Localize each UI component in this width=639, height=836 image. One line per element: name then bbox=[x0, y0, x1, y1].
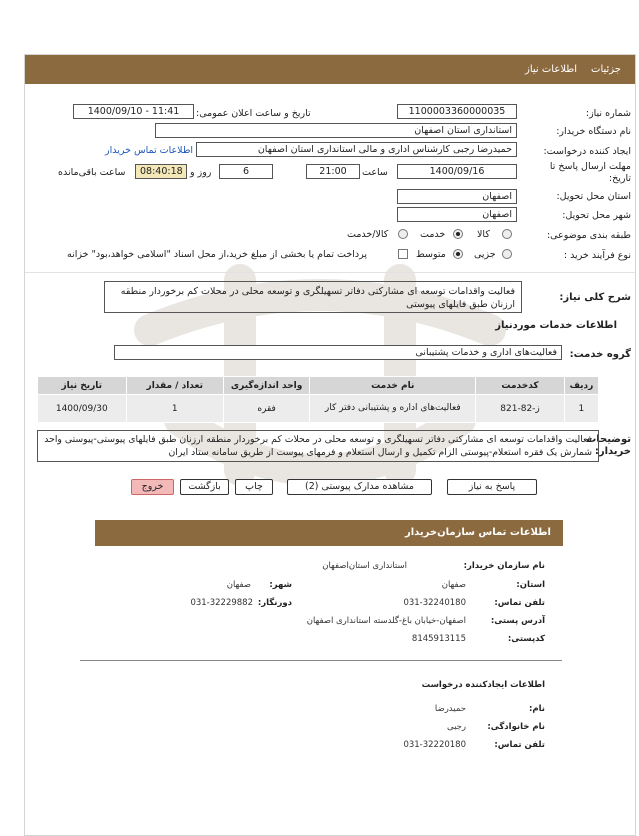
contact-section-title: اطلاعات تماس سازمان‌خریدار bbox=[95, 520, 563, 546]
days-label: روز و bbox=[190, 167, 212, 178]
contact-org-label: نام سازمان خریدار: bbox=[463, 561, 545, 571]
creator-name-value: حمیدرضا bbox=[434, 704, 466, 714]
creator-family-label: نام خانوادگی: bbox=[487, 722, 545, 732]
contact-province-value: صفهان bbox=[441, 580, 466, 590]
summary-label: شرح کلی نیاز: bbox=[559, 292, 631, 303]
col-name: نام خدمت bbox=[310, 377, 476, 395]
tab-details[interactable]: جزئیات bbox=[591, 64, 621, 75]
divider bbox=[25, 272, 635, 273]
contact-phone-label: تلفن تماس: bbox=[494, 598, 545, 608]
col-unit: واحد اندازه‌گیری bbox=[223, 377, 309, 395]
deadline-time-field: 21:00 bbox=[306, 164, 360, 179]
payment-checkbox[interactable] bbox=[398, 249, 408, 259]
creator-label: ایجاد کننده درخواست: bbox=[543, 146, 631, 157]
cell-row: 1 bbox=[564, 395, 598, 423]
contact-province-label: استان: bbox=[516, 580, 545, 590]
city-label: شهر محل تحویل: bbox=[562, 210, 631, 221]
need-number-label: شماره نیاز: bbox=[585, 108, 631, 119]
buyer-org-label: نام دستگاه خریدار: bbox=[556, 126, 631, 137]
creator-section-title: اطلاعات ایجادکننده درخواست bbox=[421, 680, 545, 690]
announce-label: تاریخ و ساعت اعلان عمومی: bbox=[196, 108, 311, 119]
col-qty: تعداد / مقدار bbox=[126, 377, 223, 395]
province-label: استان محل تحویل: bbox=[556, 191, 631, 202]
city-field: اصفهان bbox=[397, 207, 517, 222]
contact-city-value: صفهان bbox=[226, 580, 251, 590]
creator-family-value: رجبی bbox=[446, 722, 466, 732]
buyer-org-field: استانداری استان اصفهان bbox=[155, 123, 517, 138]
buyer-contact-link[interactable]: اطلاعات تماس خریدار bbox=[105, 145, 194, 156]
category-radio-goods[interactable] bbox=[502, 229, 512, 239]
category-option-service: خدمت bbox=[420, 229, 446, 240]
category-label: طبقه بندی موضوعی: bbox=[546, 230, 631, 241]
attachments-button[interactable]: مشاهده مدارک پیوستی (2) bbox=[287, 479, 432, 495]
back-button[interactable]: بازگشت bbox=[180, 479, 229, 495]
creator-name-label: نام: bbox=[528, 704, 545, 714]
category-radio-service[interactable] bbox=[453, 229, 463, 239]
process-radio-medium[interactable] bbox=[453, 249, 463, 259]
service-group-label: گروه خدمت: bbox=[569, 349, 631, 360]
services-title: اطلاعات خدمات موردنیاز bbox=[495, 320, 617, 331]
contact-address-label: آدرس پستی: bbox=[490, 616, 545, 626]
contact-phone-value: 031-32240180 bbox=[403, 598, 466, 608]
contact-address-value: اصفهان-خیابان باغ-گلدسته استانداری اصفهان bbox=[306, 616, 466, 626]
process-label: نوع فرآیند خرید : bbox=[563, 250, 631, 261]
creator-phone-label: تلفن تماس: bbox=[494, 740, 545, 750]
cell-qty: 1 bbox=[126, 395, 223, 423]
category-option-goods-service: کالا/خدمت bbox=[347, 229, 389, 240]
process-option-medium: متوسط bbox=[416, 249, 446, 260]
col-row: ردیف bbox=[564, 377, 598, 395]
contact-postal-value: 8145913115 bbox=[411, 634, 466, 644]
col-code: کدخدمت bbox=[476, 377, 565, 395]
contact-org-value: استانداری استان‌اصفهان bbox=[322, 561, 407, 571]
category-radio-goods-service[interactable] bbox=[398, 229, 408, 239]
cell-date: 1400/09/30 bbox=[38, 395, 127, 423]
services-table bbox=[37, 376, 599, 423]
buyer-notes-label: توضیحات خریدار: bbox=[586, 434, 631, 457]
contact-fax-label: دورنگار: bbox=[257, 598, 292, 608]
contact-divider bbox=[80, 660, 562, 661]
tab-need-info[interactable]: اطلاعات نیاز bbox=[525, 64, 578, 75]
deadline-date-field: 1400/09/16 bbox=[397, 164, 517, 179]
creator-field: حمیدرضا رجبی کارشناس اداری و مالی استانداری استان اصفهان bbox=[196, 142, 517, 157]
print-button[interactable]: چاپ bbox=[235, 479, 273, 495]
remaining-time-field: 08:40:18 bbox=[135, 164, 187, 179]
contact-postal-label: کدپستی: bbox=[507, 634, 545, 644]
province-field: اصفهان bbox=[397, 189, 517, 204]
days-field: 6 bbox=[219, 164, 273, 179]
cell-unit: فقره bbox=[223, 395, 309, 423]
service-group-field: فعالیت‌های اداری و خدمات پشتیبانی bbox=[114, 345, 562, 360]
process-radio-minor[interactable] bbox=[502, 249, 512, 259]
cell-name: فعالیت‌های اداره و پشتیبانی دفتر کار bbox=[310, 395, 476, 423]
summary-text: فعالیت واقدامات توسعه ای مشارکتی دفاتر تسهیلگری و توسعه محلی در محلات کم برخوردار منطقه ارزنان طبق فایلهای پیوستی bbox=[104, 281, 522, 313]
contact-fax-value: 031-32229882 bbox=[190, 598, 253, 608]
contact-city-label: شهر: bbox=[269, 580, 292, 590]
top-bar bbox=[25, 55, 635, 84]
reply-button[interactable]: پاسخ به نیاز bbox=[447, 479, 537, 495]
buyer-notes-text: فعالیت واقدامات توسعه ای مشارکتی دفاتر تسهیلگری و توسعه محلی در محلات کم برخوردار منطقه ارزنان طبق فایلهای پیوستی-پیوستی واحد شمارش یک فقره استعلام-پیوستی الزام تکمیل و ارسال استعلام و فرمهای پیوست از طریق سامانه ستاد ایران bbox=[37, 430, 599, 462]
creator-phone-value: 031-32220180 bbox=[403, 740, 466, 750]
cell-code: ز-82-821 bbox=[476, 395, 565, 423]
need-number-field: 1100003360000035 bbox=[397, 104, 517, 119]
announce-date-field: 1400/09/10 - 11:41 bbox=[73, 104, 194, 119]
time-label: ساعت bbox=[362, 167, 388, 178]
table-header-row bbox=[38, 377, 599, 395]
category-option-goods: کالا bbox=[477, 229, 490, 240]
payment-note: پرداخت تمام یا بخشی از مبلغ خرید،از محل اسناد "اسلامی خواهد،بود" خزانه bbox=[67, 249, 367, 260]
exit-button[interactable]: خروج bbox=[131, 479, 174, 495]
remaining-label: ساعت باقی‌مانده bbox=[58, 167, 126, 178]
process-option-minor: جزیی bbox=[474, 249, 496, 260]
table-row bbox=[38, 395, 599, 423]
deadline-label: مهلت ارسال پاسخ تا تاریخ: bbox=[549, 161, 631, 184]
col-date: تاریخ نیاز bbox=[38, 377, 127, 395]
